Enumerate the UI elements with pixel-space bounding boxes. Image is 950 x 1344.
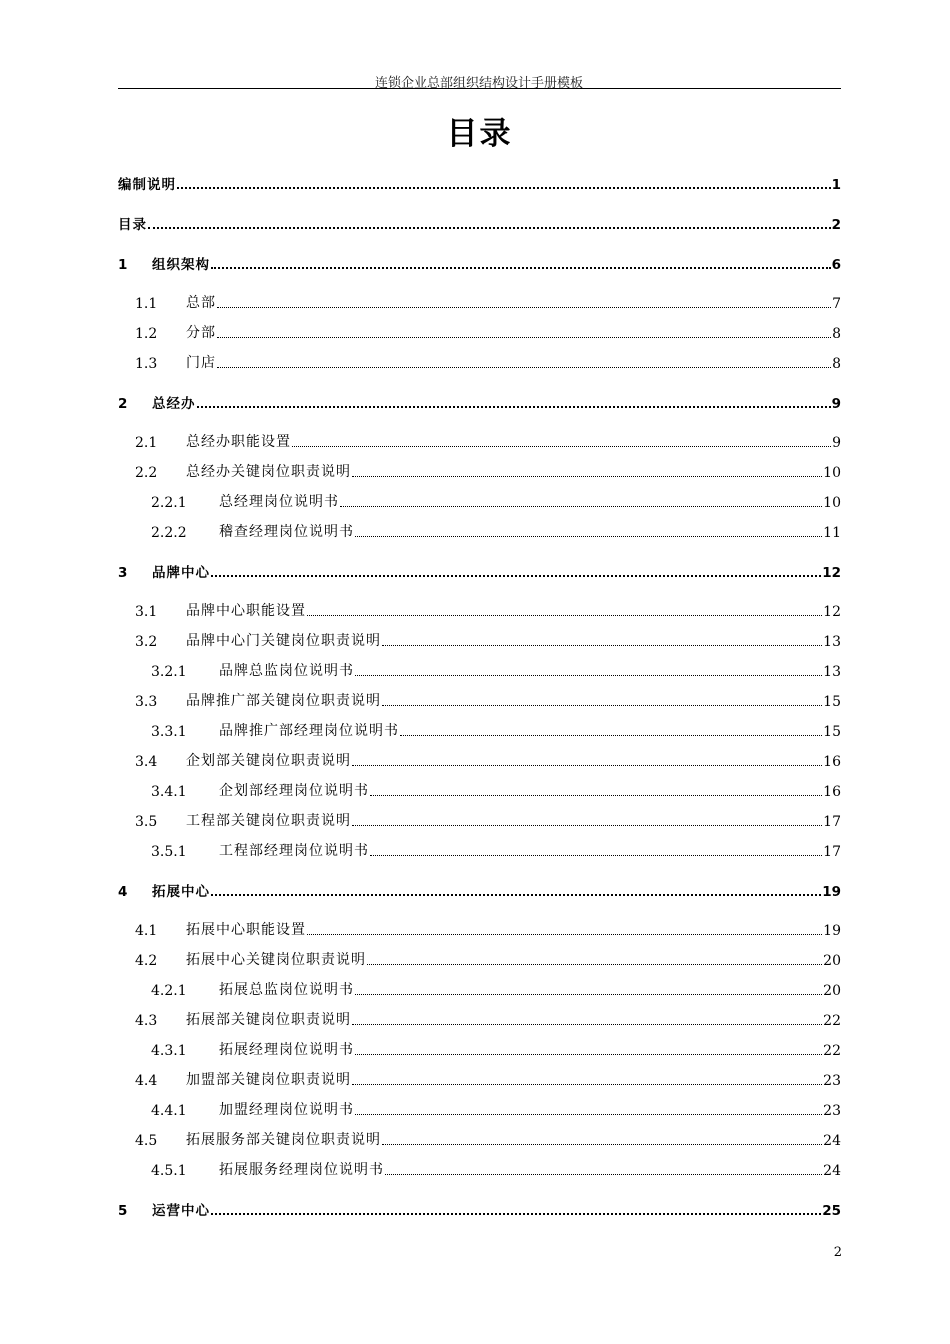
toc-leader-dots bbox=[355, 994, 822, 995]
toc-entry[interactable] bbox=[0, 630, 950, 652]
toc-entry-label: 拓展服务部关键岗位职责说明 bbox=[186, 1132, 381, 1148]
toc-entry-page: 9 bbox=[831, 396, 841, 412]
toc-entry-label: 拓展中心关键岗位职责说明 bbox=[186, 952, 366, 968]
header-rule bbox=[118, 88, 841, 89]
toc-leader-dots bbox=[217, 367, 831, 368]
toc-entry-page: 1 bbox=[831, 177, 841, 193]
toc-entry-number: 4.2 bbox=[135, 953, 158, 969]
toc-entry[interactable] bbox=[0, 919, 950, 941]
toc-entry-number: 4.5 bbox=[135, 1133, 158, 1149]
toc-entry-label: 总部 bbox=[186, 295, 216, 311]
toc-entry-page: 23 bbox=[823, 1073, 841, 1089]
toc-entry-page: 7 bbox=[832, 296, 841, 312]
toc-entry-page: 12 bbox=[823, 604, 841, 620]
toc-entry-number: 3.2.1 bbox=[151, 664, 187, 680]
toc-entry-label: 拓展经理岗位说明书 bbox=[219, 1042, 354, 1058]
toc-entry-label: 品牌推广部经理岗位说明书 bbox=[219, 723, 399, 739]
toc-entry-label: 加盟部关键岗位职责说明 bbox=[186, 1072, 351, 1088]
toc-entry-number: 5 bbox=[118, 1203, 128, 1219]
toc-entry-label: 拓展部关键岗位职责说明 bbox=[186, 1012, 351, 1028]
toc-entry[interactable] bbox=[0, 392, 950, 414]
toc-entry-page: 22 bbox=[823, 1013, 841, 1029]
toc-entry-number: 4 bbox=[118, 884, 128, 900]
toc-entry-label: 总经办 bbox=[152, 396, 196, 412]
toc-entry[interactable] bbox=[0, 253, 950, 275]
toc-entry[interactable] bbox=[0, 173, 950, 195]
toc-entry-number: 2.2.1 bbox=[151, 495, 187, 511]
toc-entry-page: 22 bbox=[823, 1043, 841, 1059]
toc-entry-label: 品牌推广部关键岗位职责说明 bbox=[186, 693, 381, 709]
toc-entry-number: 3.5 bbox=[135, 814, 158, 830]
toc-entry[interactable] bbox=[0, 1009, 950, 1031]
toc-entry-number: 3.3.1 bbox=[151, 724, 187, 740]
toc-entry[interactable] bbox=[0, 521, 950, 543]
toc-entry-page: 6 bbox=[831, 257, 841, 273]
toc-leader-dots bbox=[382, 645, 822, 646]
toc-entry[interactable] bbox=[0, 322, 950, 344]
toc-entry[interactable] bbox=[0, 810, 950, 832]
toc-entry-label: 拓展中心 bbox=[152, 884, 210, 900]
toc-entry-label: 运营中心 bbox=[152, 1203, 210, 1219]
toc-entry-number: 3 bbox=[118, 565, 128, 581]
toc-entry[interactable] bbox=[0, 750, 950, 772]
toc-entry-page: 24 bbox=[823, 1133, 841, 1149]
toc-leader-dots bbox=[352, 476, 822, 477]
toc-entry-number: 4.1 bbox=[135, 923, 158, 939]
toc-entry-number: 3.1 bbox=[135, 604, 158, 620]
toc-entry-label: 总经办职能设置 bbox=[186, 434, 291, 450]
toc-leader-dots bbox=[355, 675, 822, 676]
toc-entry-label: 分部 bbox=[186, 325, 216, 341]
toc-leader-dots bbox=[211, 267, 831, 269]
toc-leader-dots bbox=[352, 765, 822, 766]
toc-entry-number: 1 bbox=[118, 257, 128, 273]
toc-entry-label: 稽查经理岗位说明书 bbox=[219, 524, 354, 540]
toc-leader-dots bbox=[292, 446, 831, 447]
toc-entry-number: 4.4 bbox=[135, 1073, 158, 1089]
toc-entry[interactable] bbox=[0, 1099, 950, 1121]
toc-entry-label: 品牌总监岗位说明书 bbox=[219, 663, 354, 679]
toc-entry-label: 品牌中心 bbox=[152, 565, 210, 581]
toc-leader-dots bbox=[370, 855, 822, 856]
toc-entry-number: 1.3 bbox=[135, 356, 158, 372]
toc-entry-label: 企划部关键岗位职责说明 bbox=[186, 753, 351, 769]
toc-entry-label: 总经理岗位说明书 bbox=[219, 494, 339, 510]
toc-entry-number: 3.4.1 bbox=[151, 784, 187, 800]
toc-entry-page: 17 bbox=[823, 814, 841, 830]
toc-entry-number: 3.4 bbox=[135, 754, 158, 770]
toc-entry[interactable] bbox=[0, 431, 950, 453]
toc-entry-label: 拓展总监岗位说明书 bbox=[219, 982, 354, 998]
toc-entry[interactable] bbox=[0, 352, 950, 374]
toc-leader-dots bbox=[340, 506, 822, 507]
toc-leader-dots bbox=[217, 307, 831, 308]
toc-entry-page: 8 bbox=[832, 356, 841, 372]
toc-entry-number: 2 bbox=[118, 396, 128, 412]
toc-entry[interactable] bbox=[0, 660, 950, 682]
toc-entry-label: 工程部经理岗位说明书 bbox=[219, 843, 369, 859]
page-number: 2 bbox=[833, 1245, 842, 1260]
toc-entry-label: 总经办关键岗位职责说明 bbox=[186, 464, 351, 480]
toc-entry-number: 3.3 bbox=[135, 694, 158, 710]
toc-entry-number: 2.1 bbox=[135, 435, 158, 451]
toc-entry-number: 3.5.1 bbox=[151, 844, 187, 860]
toc-entry[interactable] bbox=[0, 292, 950, 314]
toc-leader-dots bbox=[148, 227, 831, 229]
toc-entry-page: 19 bbox=[822, 884, 841, 900]
toc-entry-number: 3.2 bbox=[135, 634, 158, 650]
toc-entry-label: 目录 bbox=[118, 217, 147, 233]
toc-entry-page: 13 bbox=[823, 664, 841, 680]
toc-entry-page: 25 bbox=[822, 1203, 841, 1219]
toc-leader-dots bbox=[211, 575, 821, 577]
toc-leader-dots bbox=[352, 1024, 822, 1025]
toc-entry-label: 组织架构 bbox=[152, 257, 210, 273]
toc-entry[interactable] bbox=[0, 840, 950, 862]
toc-leader-dots bbox=[355, 536, 822, 537]
toc-entry-number: 4.3.1 bbox=[151, 1043, 187, 1059]
toc-entry[interactable] bbox=[0, 213, 950, 235]
toc-leader-dots bbox=[211, 894, 821, 896]
toc-entry-page: 15 bbox=[823, 724, 841, 740]
toc-entry-page: 15 bbox=[823, 694, 841, 710]
header-title: 连锁企业总部组织结构设计手册模板 bbox=[374, 76, 583, 91]
toc-leader-dots bbox=[370, 795, 822, 796]
toc-entry[interactable] bbox=[0, 461, 950, 483]
toc-entry[interactable] bbox=[0, 1159, 950, 1181]
toc-entry[interactable] bbox=[0, 780, 950, 802]
toc-entry-number: 1.2 bbox=[135, 326, 158, 342]
toc-entry-page: 20 bbox=[823, 953, 841, 969]
toc-entry[interactable] bbox=[0, 491, 950, 513]
toc-entry-number: 1.1 bbox=[135, 296, 158, 312]
toc-entry-page: 23 bbox=[823, 1103, 841, 1119]
toc-entry-label: 拓展服务经理岗位说明书 bbox=[219, 1162, 384, 1178]
toc-entry-page: 13 bbox=[823, 634, 841, 650]
toc-entry[interactable] bbox=[0, 1069, 950, 1091]
toc-entry[interactable] bbox=[0, 880, 950, 902]
toc-leader-dots bbox=[382, 705, 822, 706]
toc-leader-dots bbox=[385, 1174, 822, 1175]
toc-entry-page: 20 bbox=[823, 983, 841, 999]
toc-entry-label: 品牌中心职能设置 bbox=[186, 603, 306, 619]
toc-entry[interactable] bbox=[0, 720, 950, 742]
toc-entry-page: 16 bbox=[823, 784, 841, 800]
toc-entry-label: 工程部关键岗位职责说明 bbox=[186, 813, 351, 829]
toc-leader-dots bbox=[307, 934, 822, 935]
toc-entry-page: 12 bbox=[822, 565, 841, 581]
toc-leader-dots bbox=[355, 1114, 822, 1115]
toc-entry[interactable] bbox=[0, 1129, 950, 1151]
toc-entry-number: 2.2.2 bbox=[151, 525, 187, 541]
toc-entry-number: 4.4.1 bbox=[151, 1103, 187, 1119]
page-title: 目录 bbox=[446, 116, 513, 152]
toc-entry-label: 企划部经理岗位说明书 bbox=[219, 783, 369, 799]
toc-entry[interactable] bbox=[0, 690, 950, 712]
toc-leader-dots bbox=[400, 735, 822, 736]
toc-entry-number: 4.3 bbox=[135, 1013, 158, 1029]
toc-entry[interactable] bbox=[0, 600, 950, 622]
toc-entry-page: 9 bbox=[832, 435, 841, 451]
toc-leader-dots bbox=[307, 615, 822, 616]
toc-leader-dots bbox=[382, 1144, 822, 1145]
toc-leader-dots bbox=[211, 1213, 821, 1215]
toc-entry-page: 17 bbox=[823, 844, 841, 860]
toc-leader-dots bbox=[367, 964, 822, 965]
toc-entry-page: 19 bbox=[823, 923, 841, 939]
toc-leader-dots bbox=[197, 406, 831, 408]
toc-entry[interactable] bbox=[0, 1039, 950, 1061]
toc-entry-page: 24 bbox=[823, 1163, 841, 1179]
toc-leader-dots bbox=[355, 1054, 822, 1055]
toc-leader-dots bbox=[352, 825, 822, 826]
toc-entry[interactable] bbox=[0, 979, 950, 1001]
toc-entry[interactable] bbox=[0, 949, 950, 971]
toc-entry-label: 编制说明 bbox=[118, 177, 176, 193]
toc-entry-label: 拓展中心职能设置 bbox=[186, 922, 306, 938]
toc-entry[interactable] bbox=[0, 561, 950, 583]
toc-entry-page: 11 bbox=[823, 525, 841, 541]
toc-entry-label: 加盟经理岗位说明书 bbox=[219, 1102, 354, 1118]
toc-entry-page: 10 bbox=[823, 465, 841, 481]
toc-leader-dots bbox=[217, 337, 831, 338]
toc-entry-page: 16 bbox=[823, 754, 841, 770]
toc-entry-label: 品牌中心门关键岗位职责说明 bbox=[186, 633, 381, 649]
toc-entry-label: 门店 bbox=[186, 355, 216, 371]
toc-entry-page: 2 bbox=[831, 217, 841, 233]
toc-leader-dots bbox=[352, 1084, 822, 1085]
toc-entry-number: 4.2.1 bbox=[151, 983, 187, 999]
toc-entry[interactable] bbox=[0, 1199, 950, 1221]
toc-entry-number: 2.2 bbox=[135, 465, 158, 481]
toc-entry-page: 8 bbox=[832, 326, 841, 342]
toc-entry-number: 4.5.1 bbox=[151, 1163, 187, 1179]
toc-leader-dots bbox=[177, 187, 831, 189]
toc-entry-page: 10 bbox=[823, 495, 841, 511]
